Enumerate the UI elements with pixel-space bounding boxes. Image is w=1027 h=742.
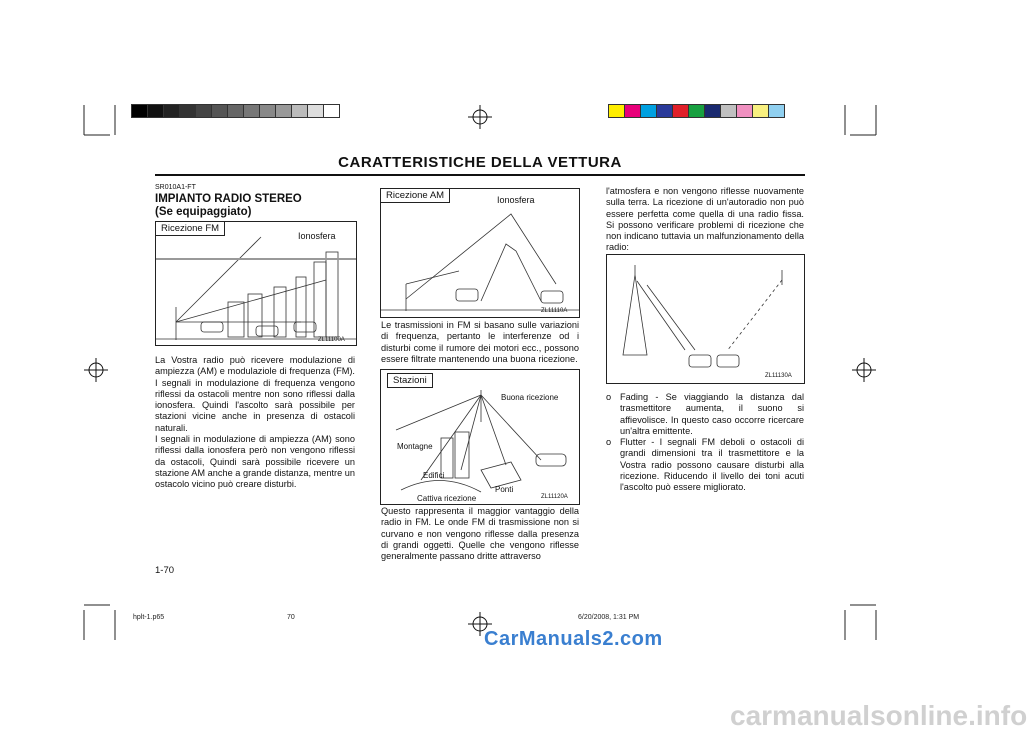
- list-item: [606, 437, 804, 493]
- fading-illustration: [607, 255, 804, 383]
- print-date: 6/20/2008, 1:31 PM: [578, 614, 640, 621]
- ionosphere-label: Ionosfera: [497, 195, 535, 205]
- watermark-carmanuals2: CarManuals2.com: [484, 628, 663, 650]
- figure-code: ZL11110A: [541, 308, 568, 314]
- figure-code: ZL11130A: [765, 373, 792, 379]
- am-reception-illustration: [381, 189, 579, 317]
- file-name: hplt-1.p65: [133, 614, 165, 621]
- bad-reception-label: Cattiva ricezione: [417, 494, 477, 503]
- fm-reception-figure: [155, 221, 357, 346]
- am-reception-figure: [380, 188, 580, 318]
- paragraph: Questo rappresenta il maggior vantaggio della radio in FM. Le onde FM di trasmissione non si curvano e non vengono riflesse dalla presenza di grandi oggetti. Quelle che vengono riflesse generalmente passano dritte attraverso: [381, 506, 579, 562]
- bullet-glyph: o: [606, 392, 612, 402]
- page-title: CARATTERISTICHE DELLA VETTURA: [338, 154, 622, 171]
- buildings-label: Edifici: [423, 471, 445, 480]
- bridges-label: Ponti: [495, 485, 514, 494]
- mountains-label: Montagne: [397, 442, 433, 451]
- paragraph: Le trasmissioni in FM si basano sulle variazioni di frequenza, pertanto le interferenze od i disturbi come il rumore dei motori ecc., possono essere filtrate mantenendo una buona ricezione.: [381, 320, 579, 364]
- figure-label: Stazioni: [387, 373, 433, 388]
- section-code: SR010A1-FT: [155, 184, 196, 191]
- heading-line-1: IMPIANTO RADIO STEREO: [155, 193, 302, 205]
- figure-label: Ricezione FM: [155, 221, 225, 236]
- stations-illustration: [381, 370, 579, 504]
- file-page-number: 70: [287, 614, 295, 621]
- figure-label: Ricezione AM: [380, 188, 450, 203]
- paragraph: I segnali in modulazione di ampiezza (AM) sono riflessi dalla ionosfera però non vengono riflessi da ostacoli, Quindi sarà possibile ricevere un stazione AM anche a grande distanza, mentre un ostacolo vicino può creare disturbi.: [155, 434, 355, 490]
- fading-figure: [606, 254, 805, 384]
- bullet-list: [606, 392, 804, 494]
- ionosphere-label: Ionosfera: [298, 231, 336, 241]
- watermark-carmanualsonline: carmanualsonline.info: [730, 700, 1027, 731]
- list-item-text: Flutter - I segnali FM deboli o ostacoli di grandi dimensioni tra il trasmettitore e la Vostra radio possono causare disturbi alla ricezione. Riducendo il livello dei toni acuti l'ascolto può essere migliorato.: [620, 437, 804, 493]
- bullet-glyph: o: [606, 437, 612, 448]
- stations-figure: [380, 369, 580, 505]
- good-reception-label: Buona ricezione: [501, 393, 559, 402]
- figure-code: ZL11120A: [541, 494, 568, 500]
- page-number: 1-70: [155, 565, 175, 576]
- section-heading: [155, 193, 355, 219]
- paragraph: l'atmosfera e non vengono riflesse nuovamente sulla terra. La ricezione di un'autoradio non può essere perfetta come quella di una radio fissa. Si possono verificare problemi di ricezione che non indicano tuttavia un malfunzionamento della radio:: [606, 186, 804, 253]
- list-item-text: Fading - Se viaggiando la distanza dal trasmettitore aumenta, il suono si affievolisce. In questo caso occorre ricercare un'altra emittente.: [620, 392, 804, 436]
- paragraph: La Vostra radio può ricevere modulazione di ampiezza (AM) e modulaziole di frequenza (FM). I segnali in modulazione di frequenza vengono riflessi da ostacoli mentre non sono riflessi dalla ionosfera. Quindi l'ascolto sarà possibile per stazioni vicine anche in presenza di ostacoli naturali.: [155, 355, 355, 433]
- title-rule: [155, 174, 805, 176]
- figure-code: ZL11100A: [318, 337, 345, 343]
- list-item: [606, 392, 804, 437]
- heading-line-2: (Se equipaggiato): [155, 206, 252, 218]
